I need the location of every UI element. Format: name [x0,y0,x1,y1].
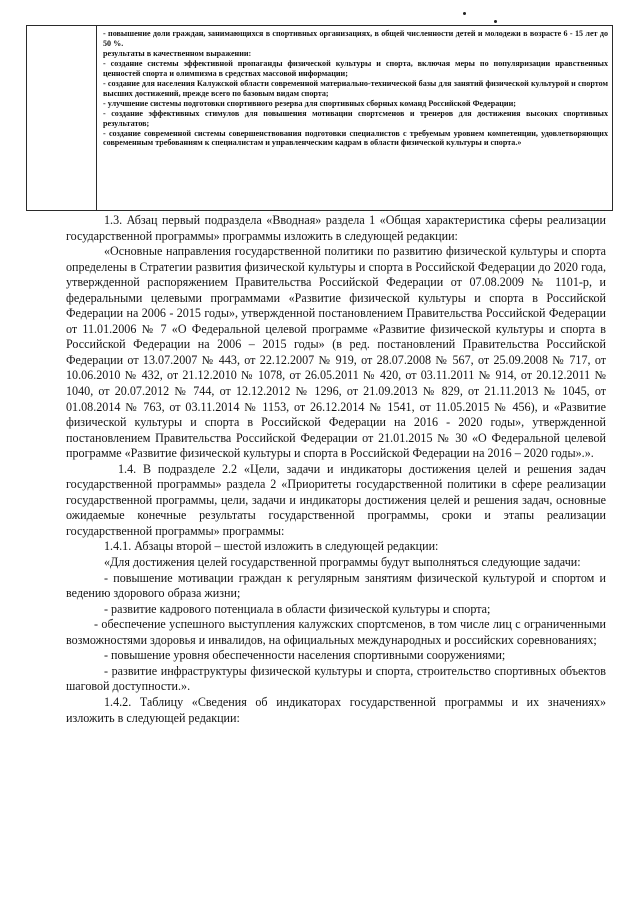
table-line: - повышение доли граждан, занимающихся в спортивных организациях, в общей численности детей и молодежи в возрасте 6 - 15 лет до 50 %. [103,29,608,48]
table-line: - создание системы эффективной пропаганды физической культуры и спорта, включая меры по популяризации нравственных ценностей спорта и олимпизма в средствах массовой информации; [103,58,608,78]
table-line: результаты в качественном выражении: [103,48,252,58]
table-line: - создание эффективных стимулов для повышения мотивации спортсменов и тренеров для достижения высоких спортивных результатов; [103,108,608,128]
scan-speck [463,12,466,15]
paragraph: 1.4. В подразделе 2.2 «Цели, задачи и индикаторы достижения целей и решения задач государственной программы» раздела 2 «Приоритеты государственной политики в сфере реализации государственной программы, цели, задачи и индикаторы достижения целей и решения задач, основные ожидаемые конечные результаты государственной программы, сроки и этапы реализации государственной программы» программы: [66,461,606,538]
paragraph: «Для достижения целей государственной программы будут выполняться следующие задачи: [104,555,581,570]
list-item: - обеспечение успешного выступления калужских спортсменов, в том числе лиц с ограниченными возможностями здоровья и инвалидов, на официальных международных и российских соревнованиях; [66,617,606,647]
table-line: - создание современной системы совершенствования подготовки специалистов с требуемым уровнем компетенции, удовлетворяющих современным требованиям к специалистам и управленческим кадрам в области физической культуры и спорта.» [103,128,608,148]
paragraph: 1.4.2. Таблицу «Сведения об индикаторах государственной программы и их значениях» изложить в следующей редакции: [66,694,606,725]
table-line: - создание для населения Калужской области современной материально-технической базы для занятий физической культурой и спортом высших достижений, прежде всего по базовым видам спорта; [103,78,608,98]
list-item: - развитие инфраструктуры физической культуры и спорта, строительство спортивных объектов шаговой доступности.». [66,663,606,694]
table-line: - улучшение системы подготовки спортивного резерва для спортивных сборных команд Российской Федерации; [103,98,516,108]
paragraph: 1.3. Абзац первый подраздела «Вводная» раздела 1 «Общая характеристика сферы реализации государственной программы» программы изложить в следующей редакции: [66,213,606,243]
list-item: - повышение уровня обеспеченности населения спортивными сооружениями; [104,648,506,663]
table-excerpt [26,25,613,211]
scan-speck [494,20,497,23]
table-cell-text [103,29,608,148]
list-item: - повышение мотивации граждан к регулярным занятиям физической культурой и спортом и ведению здорового образа жизни; [66,570,606,601]
document-body [66,213,606,726]
paragraph: 1.4.1. Абзацы второй – шестой изложить в следующей редакции: [104,539,439,554]
paragraph: «Основные направления государственной политики по развитию физической культуры и спорта определены в Стратегии развития физической культуры и спорта в Российской Федерации до 2020 года, утвержденной распоряжением Правительства Российской Федерации от 07.08.2009 № 1101-р, и федеральными целевыми программами «Развитие физической культуры и спорта в Российской Федерации на 2006 - 2015 годы», утвержденной постановлением Правительства Российской Федерации от 11.01.2006 № 7 «О Федеральной целевой программе «Развитие физической культуры и спорта в Российской Федерации на 2006 – 2015 годы» (в ред. постановлений Правительства Российской Федерации от 13.07.2007 № 443, от 22.12.2007 № 919, от 28.07.2008 № 567, от 25.09.2008 № 717, от 10.06.2010 № 432, от 21.12.2010 № 1078, от 26.05.2011 № 420, от 03.11.2011 № 914, от 20.12.2011 № 1040, от 20.07.2012 № 744, от 12.12.2012 № 1296, от 21.09.2013 № 829, от 21.11.2013 № 1045, от 01.08.2014 № 763, от 03.11.2014 № 1153, от 26.12.2014 № 1541, от 11.05.2015 № 456), и «Развитие физической культуры и спорта в Российской Федерации на 2016 - 2020 годы», утвержденной постановлением Правительства Российской Федерации от 21.01.2015 № 30 «О Федеральной целевой программе «Развитие физической культуры и спорта в Российской Федерации на 2016 – 2020 годы».». [66,244,606,461]
list-item: - развитие кадрового потенциала в области физической культуры и спорта; [104,601,491,616]
table-column-divider [96,26,97,210]
